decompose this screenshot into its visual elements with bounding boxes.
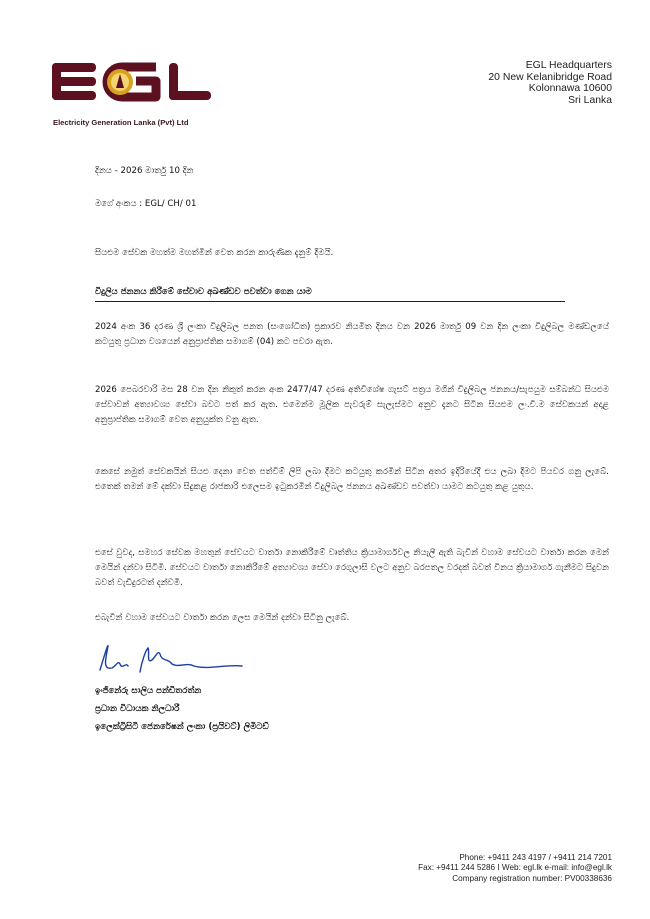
signatory-name: ඉංජිනේරු සාලිය පන්ඩිතරත්න	[95, 686, 202, 696]
company-name: Electricity Generation Lanka (Pvt) Ltd	[53, 118, 189, 127]
footer-contact	[418, 853, 612, 884]
body-paragraph: එබැවින් වහාම සේවයට වාර්තා කරන ලෙස මෙයින් දන්වා සිටිනු ලැබේ.	[95, 613, 350, 623]
body-paragraph: කෙසේ නමුත් සේවකයින් සියළු දෙනා වෙත පත්වීම් ලිපි ලබා දීමට කටයුතු කරමින් සිටින අතර ඉදිරියේදී එය ලබා දීමට පියවර ගනු ලැබේ. එතෙක් තමන් මේ දක්වා සිදුකළ රාජකාරි එලෙසම ඉටුකරමින් විදුලිබල ජනනය අඛණ්ඩව පවත්වා යාමට කටයුතු කළ යුතුය.	[95, 467, 609, 492]
address-line: EGL Headquarters	[525, 60, 612, 71]
body-paragraph: එසේ වුවද, සමහර සේවක මහතුන් සේවයට වාර්තා නොකිරීමේ වෘත්තිය ක්‍රියාමාර්ගවල නියැලී ඇති බැවින් වහාම සේවයට වාර්තා කරන මෙන් මෙයින් දන්වා සිටිමි. සේවයට වාර්තා නොකිරීමේ අත්‍යාවශ්‍ය සේවා රෙගුලාසි වලට අනුව බරපතල වරදක් බවත් විනය ක්‍රියාමාර්ග ගැනීමට සිදුවන බවත් වැඩිදුරටත් දන්වමි.	[95, 548, 609, 588]
body-paragraph: 2026 පෙබරවාරි මස 28 වන දින නිකුත් කරන අංක 2477/47 දරණ අතිවිශේෂ ගැසට් පත්‍රය මගින් විදුලිබල ජනනය/සැපයුම සම්බන්ධ සියළුම සේවාවන් අත්‍යාවශ්‍ය සේවා බවට පත් කර ඇත. එමෙන්ම මූලික පැවරුම් සැලැස්මට අනුව දැනට සිටින සියළුම ලං.වි.ම සේවකයන් අදාළ අනුප්‍රාප්තික සමාගම් වෙත අනුයුක්ත වනු ඇත.	[95, 385, 609, 425]
signature	[96, 640, 246, 680]
address-line: Sri Lanka	[568, 94, 612, 106]
phone-numbers: Phone: +9411 243 4197 / +9411 214 7201	[459, 853, 612, 862]
address-line: Kolonnawa 10600	[528, 83, 612, 95]
salutation: සියළුම සේවක මහත්ම මහත්මීන් වෙත කරන කාරුණික දැනුම් දීමයි.	[95, 248, 334, 258]
fax-web-email: Fax: +9411 244 5286 I Web: egl.lk e-mail: info@egl.lk	[418, 863, 612, 873]
signatory-organization: ඉලෙක්ට්‍රිසිටි ජෙනරේෂන් ලංකා (ප්‍රයිවට්) ලිමිටඩ්	[95, 722, 269, 732]
headquarters-address	[488, 60, 612, 106]
body-paragraph: 2024 අංක 36 දරණ ශ්‍රී ලංකා විදුලිබල පනත (සංශෝධිත) ප්‍රකාරව නියමිත දිනය වන 2026 මාර්තු 09 වන දින ලංකා විදුලිබල මණ්ඩලයේ කටයුතු ප්‍රධාන වශයෙන් අනුප්‍රාප්තික සමාගම් (04) කට පවරා ඇත.	[95, 322, 609, 347]
reference-number: මගේ අංකය : EGL/ CH/ 01	[95, 199, 197, 209]
letter-date: දිනය - 2026 මාර්තු 10 දින	[95, 166, 194, 176]
egl-logo-mark	[52, 60, 212, 118]
letter-subject: විදුලිය ජනනය කිරීමේ සේවාව අඛණ්ඩව පවත්වා ගෙන යාම	[95, 287, 565, 302]
egl-logo	[52, 60, 212, 122]
company-registration: Company registration number: PV00338636	[452, 873, 612, 883]
address-line: 20 New Kelanibridge Road	[488, 71, 612, 83]
signatory-title: ප්‍රධාන විධායක නිලධාරී	[95, 704, 180, 714]
